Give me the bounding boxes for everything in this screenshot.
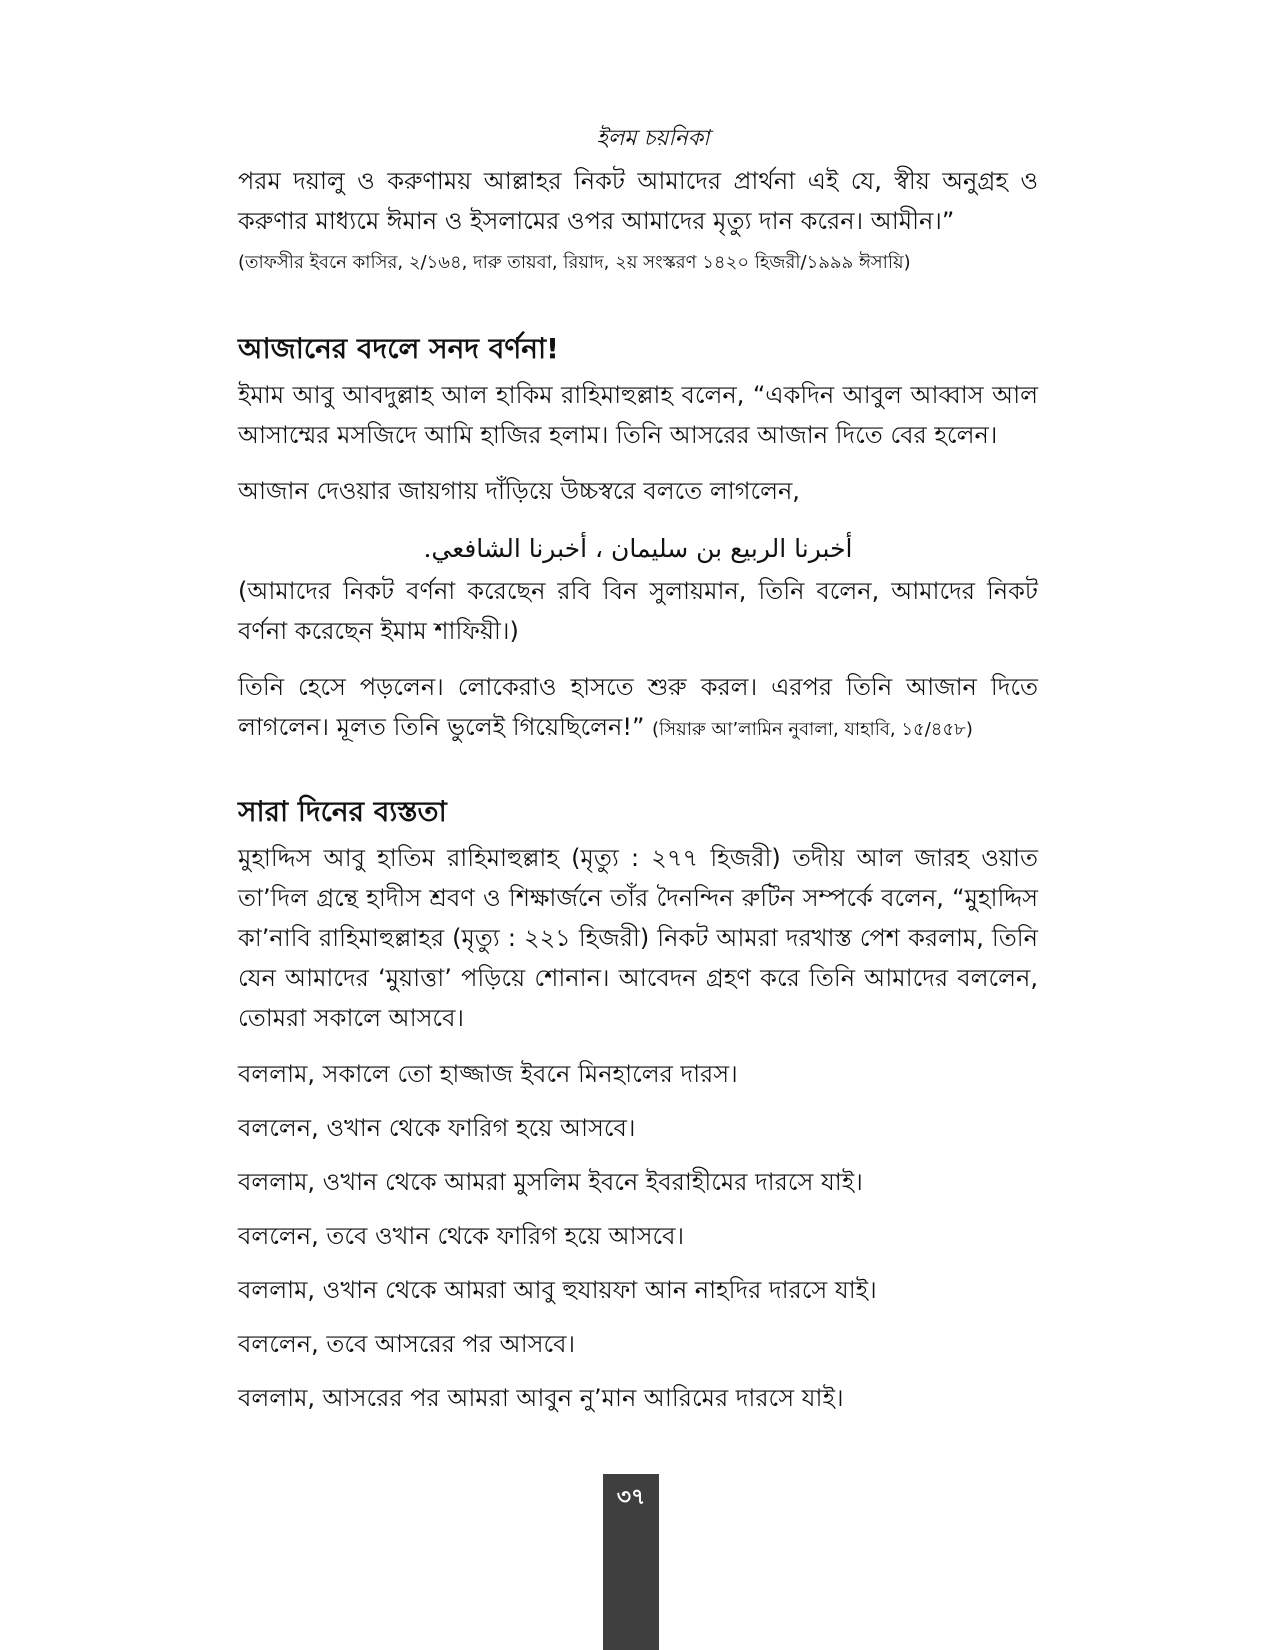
dialogue-line: বললাম, সকালে তো হাজ্জাজ ইবনে মিনহালের দারস।	[238, 1060, 738, 1088]
intro-paragraph: পরম দয়ালু ও করুণাময় আল্লাহর নিকট আমাদের প্রার্থনা এই যে, স্বীয় অনুগ্রহ ও করুণার মাধ্যমে ঈমান ও ইসলামের ওপর আমাদের মৃত্যু দান করেন। আমীন।”	[238, 167, 1038, 235]
page-number-tab	[603, 1474, 659, 1650]
dialogue-line: বললাম, আসরের পর আমরা আবুন নু’মান আরিমের দারসে যাই।	[238, 1384, 844, 1412]
section1-paragraph-3: (আমাদের নিকট বর্ণনা করেছেন রবি বিন সুলায়মান, তিনি বলেন, আমাদের নিকট বর্ণনা করেছেন ইমাম শাফিয়ী।)	[238, 577, 1038, 645]
section2-paragraph-1: মুহাদ্দিস আবু হাতিম রাহিমাহুল্লাহ (মৃত্যু : ২৭৭ হিজরী) তদীয় আল জারহ ওয়াত তা’দিল গ্রন্থে হাদীস শ্রবণ ও শিক্ষার্জনে তাঁর দৈনন্দিন রুটিন সম্পর্কে বলেন, “মুহাদ্দিস কা’নাবি রাহিমাহুল্লাহর (মৃত্যু : ২২১ হিজরী) নিকট আমরা দরখাস্ত পেশ করলাম, তিনি যেন আমাদের ‘মুয়াত্তা’ পড়িয়ে শোনান। আবেদন গ্রহণ করে তিনি আমাদের বললেন, তোমরা সকালে আসবে।	[238, 844, 1038, 1032]
section1-paragraph-1: ইমাম আবু আবদুল্লাহ আল হাকিম রাহিমাহুল্লাহ বলেন, “একদিন আবুল আব্বাস আল আসাম্মের মসজিদে আমি হাজির হলাম। তিনি আসরের আজান দিতে বের হলেন।	[238, 381, 1038, 449]
arabic-quote: أخبرنا الربيع بن سليمان ، أخبرنا الشافعي.	[423, 534, 853, 563]
section1-paragraph-2: আজান দেওয়ার জায়গায় দাঁড়িয়ে উচ্চস্বরে বলতে লাগলেন,	[238, 477, 800, 505]
section-heading-busy-day: সারা দিনের ব্যস্ততা	[238, 795, 447, 828]
page-number: ৩৭	[616, 1485, 646, 1510]
section1-citation: (সিয়ারু আ’লামিন নুবালা, যাহাবি, ১৫/৪৫৮)	[652, 719, 973, 740]
page-content	[238, 125, 1038, 1418]
dialogue-line: বললাম, ওখান থেকে আমরা মুসলিম ইবনে ইবরাহীমের দারসে যাই।	[238, 1168, 863, 1196]
dialogue-line: বললেন, ওখান থেকে ফারিগ হয়ে আসবে।	[238, 1114, 636, 1142]
dialogue-line: বললাম, ওখান থেকে আমরা আবু হুযায়ফা আন নাহদির দারসে যাই।	[238, 1276, 877, 1304]
dialogue-line: বললেন, তবে আসরের পর আসবে।	[238, 1330, 576, 1358]
section-heading-azan: আজানের বদলে সনদ বর্ণনা!	[238, 332, 559, 365]
running-head: ইলম চয়নিকা	[596, 126, 710, 151]
section1-paragraph-4	[238, 667, 1038, 750]
intro-citation: (তাফসীর ইবনে কাসির, ২/১৬৪, দারু তায়বা, রিয়াদ, ২য় সংস্করণ ১৪২০ হিজরী/১৯৯৯ ঈসায়ি)	[238, 252, 911, 273]
section1-paragraph-4-text: তিনি হেসে পড়লেন। লোকেরাও হাসতে শুরু করল। এরপর তিনি আজান দিতে লাগলেন। মূলত তিনি ভুলেই গিয়েছিলেন!”	[238, 673, 1038, 741]
dialogue-line: বললেন, তবে ওখান থেকে ফারিগ হয়ে আসবে।	[238, 1222, 685, 1250]
